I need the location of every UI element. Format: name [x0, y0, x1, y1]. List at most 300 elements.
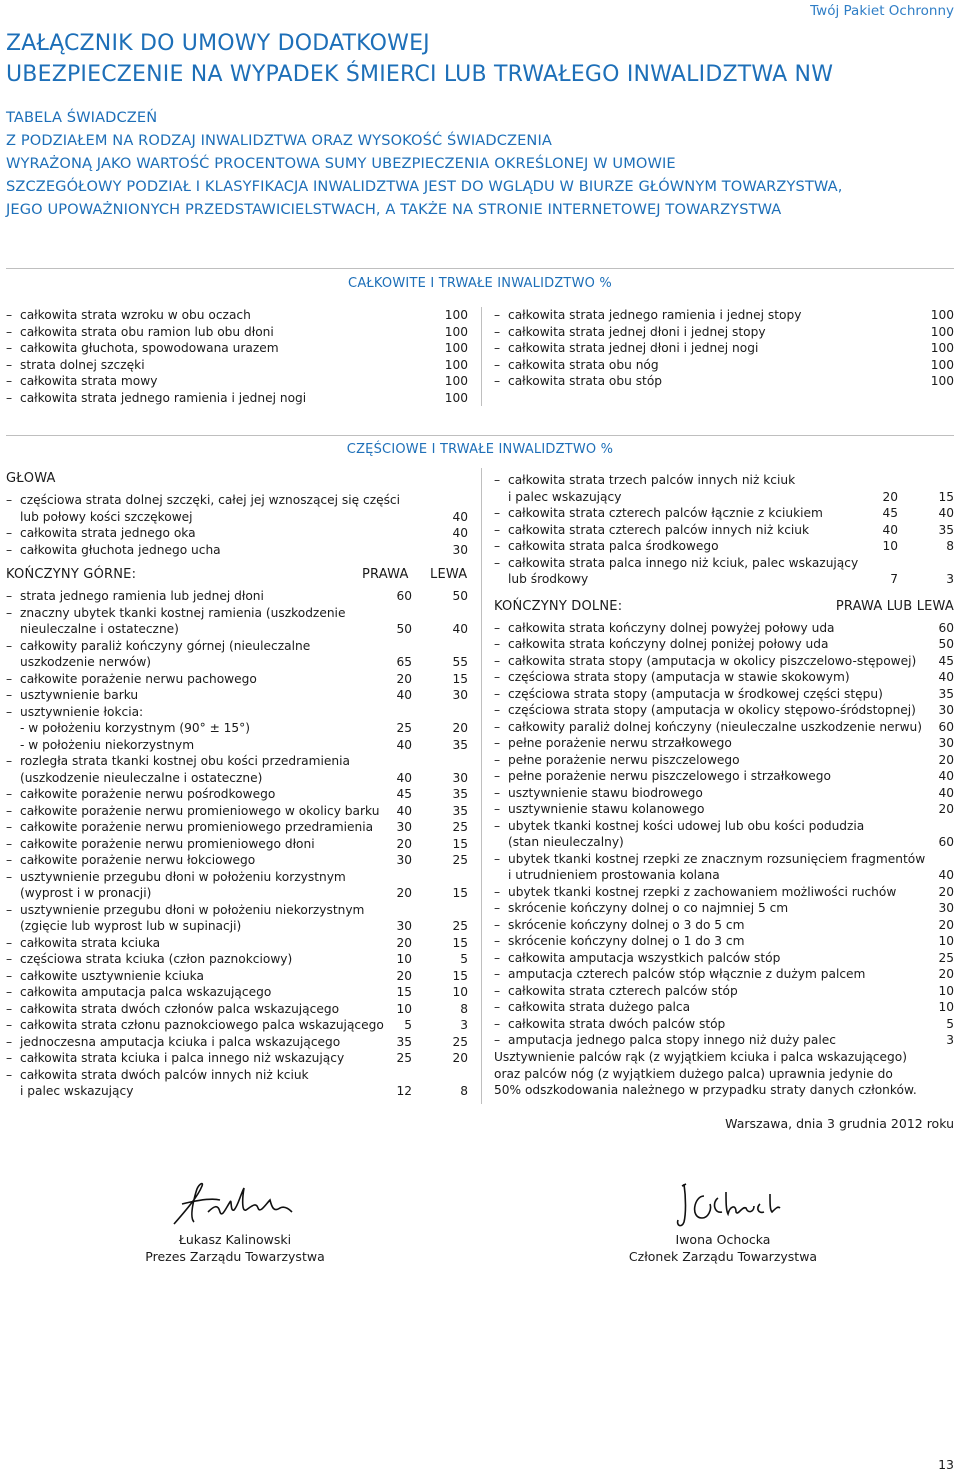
table-row	[494, 571, 954, 588]
row-label: – rozległa strata tkanki kostnej obu kości przedramienia	[20, 754, 350, 768]
signer-2-role: Członek Zarządu Towarzystwa	[628, 1248, 818, 1264]
row-value: 45	[938, 653, 954, 668]
signer-2-name: Iwona Ochocka	[675, 1232, 771, 1247]
table-row	[494, 735, 954, 752]
signer-2	[608, 1232, 838, 1265]
row-value: 10	[938, 983, 954, 998]
partial-right-column	[494, 472, 954, 1049]
row-label: - w położeniu korzystnym (90° ± 15°)	[20, 721, 251, 735]
row-value-left: 35	[938, 522, 954, 537]
row-label: – pełne porażenie nerwu strzałkowego	[508, 736, 732, 750]
row-label: – całkowita strata jednej dłoni i jednej nogi	[508, 341, 759, 355]
table-row	[6, 588, 468, 605]
row-label: nieuleczalne i ostateczne)	[20, 622, 179, 636]
row-value-right: 10	[396, 1001, 412, 1016]
row-label: uszkodzenie nerwów)	[20, 655, 152, 669]
row-label: – całkowita strata trzech palców innych niż kciuk	[508, 473, 796, 487]
table-row	[494, 768, 954, 785]
row-label: (zgięcie lub wyprost lub w supinacji)	[20, 919, 242, 933]
document-subtitle	[6, 106, 842, 221]
column-divider	[481, 468, 482, 1104]
row-label: – całkowite porażenie nerwu pachowego	[20, 671, 257, 686]
table-row	[6, 390, 468, 407]
table-row	[6, 357, 468, 374]
table-row	[494, 950, 954, 967]
head-section-list	[6, 492, 468, 558]
subtitle-line: SZCZEGÓŁOWY PODZIAŁ I KLASYFIKACJA INWALIDZTWA JEST DO WGLĄDU W BIURZE GŁÓWNYM TOWARZYSTWA,	[6, 178, 843, 195]
row-label: – częściowa strata kciuka (człon paznokciowy)	[20, 952, 293, 966]
footnote-line: 50% odszkodowania należnego w przypadku straty danych członków.	[494, 1083, 917, 1097]
row-label: – usztywnienie łokcia:	[20, 704, 144, 719]
table-row	[494, 307, 954, 324]
row-value-right: 40	[396, 803, 412, 818]
row-value-right: 12	[396, 1084, 412, 1098]
row-label: – całkowite porażenie nerwu promieniowego dłoni	[20, 836, 315, 851]
row-label: – całkowita strata kończyny dolnej poniżej połowy uda	[508, 637, 829, 651]
row-label: – całkowita strata obu nóg	[508, 357, 659, 372]
row-label: – całkowita strata jednego oka	[20, 526, 196, 540]
row-value-left: 25	[452, 919, 468, 933]
row-value-left: 30	[452, 688, 468, 702]
row-value-left: 8	[946, 539, 954, 553]
table-row	[6, 1017, 468, 1034]
row-value-left: 8	[460, 1001, 468, 1016]
table-row	[494, 702, 954, 719]
row-label: – całkowita głuchota jednego ucha	[20, 542, 221, 557]
title-line-2: UBEZPIECZENIE NA WYPADEK ŚMIERCI LUB TRWAŁEGO INWALIDZTWA NW	[6, 62, 834, 87]
document-title	[6, 28, 833, 90]
table-row	[494, 373, 954, 390]
footnote-line: Usztywnienie palców rąk (z wyjątkiem kciuka i palca wskazującego)	[494, 1050, 907, 1064]
row-label: – całkowita strata mowy	[20, 374, 158, 388]
row-value-right: 20	[396, 968, 412, 983]
table-row	[494, 686, 954, 703]
table-row	[6, 951, 468, 968]
table-row	[6, 753, 468, 770]
table-row	[6, 671, 468, 688]
lower-limbs-list	[494, 620, 954, 1049]
subtitle-line: WYRAŻONĄ JAKO WARTOŚĆ PROCENTOWA SUMY UBEZPIECZENIA OKREŚLONEJ W UMOWIE	[6, 155, 676, 172]
row-label: – całkowita strata jednej dłoni i jednej stopy	[508, 324, 766, 339]
row-value-right: 25	[396, 721, 412, 735]
row-value: 20	[938, 752, 954, 767]
page-number: 13	[938, 1457, 954, 1472]
table-row	[494, 884, 954, 901]
total-disability-heading: CAŁKOWITE I TRWAŁE INWALIDZTWO %	[348, 276, 612, 291]
row-value-right: 20	[396, 671, 412, 686]
row-label: – skrócenie kończyny dolnej o 3 do 5 cm	[508, 917, 745, 932]
row-value: 20	[938, 802, 954, 816]
table-row	[6, 836, 468, 853]
row-value-right: 45	[882, 506, 898, 520]
table-row	[6, 1001, 468, 1018]
row-value-right: 10	[396, 952, 412, 966]
table-row	[494, 917, 954, 934]
section-divider	[6, 435, 954, 436]
table-row	[6, 1050, 468, 1067]
row-value-left: 5	[460, 952, 468, 966]
table-row	[494, 522, 954, 539]
table-row	[6, 1083, 468, 1100]
row-value: 100	[930, 308, 954, 322]
row-label: – całkowita amputacja palca wskazującego	[20, 985, 272, 999]
table-row	[6, 605, 468, 622]
row-value-left: 35	[452, 803, 468, 818]
table-row	[494, 719, 954, 736]
column-divider	[481, 307, 482, 406]
row-value-left: 25	[452, 853, 468, 867]
table-row	[6, 786, 468, 803]
row-label: – usztywnienie przegubu dłoni w położeniu niekorzystnym	[20, 902, 365, 917]
section-divider	[6, 268, 954, 269]
subtitle-line: TABELA ŚWIADCZEŃ	[6, 109, 158, 126]
table-row	[494, 983, 954, 1000]
row-value: 100	[444, 341, 468, 355]
total-left-list	[6, 307, 468, 406]
row-value: 60	[938, 835, 954, 849]
row-value-left: 15	[452, 886, 468, 900]
row-label: – skrócenie kończyny dolnej o co najmniej 5 cm	[508, 901, 789, 915]
row-value-right: 30	[396, 820, 412, 834]
table-row	[494, 669, 954, 686]
row-label: – całkowita strata palca innego niż kciuk, palec wskazujący	[508, 555, 859, 570]
row-label: – ubytek tkanki kostnej kości udowej lub obu kości podudzia	[508, 818, 865, 833]
col-either-label: PRAWA LUB LEWA	[835, 598, 954, 614]
row-value-right: 25	[396, 1051, 412, 1065]
table-row	[494, 851, 954, 868]
table-row	[6, 340, 468, 357]
table-row	[6, 968, 468, 985]
table-row	[6, 902, 468, 919]
row-value: 40	[938, 670, 954, 684]
row-value: 30	[452, 542, 468, 557]
row-label: – całkowita strata dwóch palców stóp	[508, 1016, 726, 1031]
upper-limbs-title: KOŃCZYNY GÓRNE:	[6, 567, 137, 582]
row-value-right: 30	[396, 853, 412, 867]
row-value-left: 3	[460, 1018, 468, 1032]
table-row	[6, 373, 468, 390]
row-value: 30	[938, 901, 954, 915]
row-value-left: 30	[452, 770, 468, 785]
table-row	[494, 966, 954, 983]
row-label: – ubytek tkanki kostnej rzepki ze znacznym rozsunięciem fragmentów	[508, 851, 926, 866]
row-value-left: 20	[452, 1051, 468, 1065]
row-value-right: 5	[404, 1018, 412, 1032]
lower-limbs-title: KOŃCZYNY DOLNE:	[494, 598, 623, 614]
fingers-list	[494, 472, 954, 588]
row-label: – całkowita strata obu ramion lub obu dłoni	[20, 324, 274, 339]
row-label: – pełne porażenie nerwu piszczelowego	[508, 752, 740, 767]
partial-left-column	[6, 466, 468, 1100]
row-value-right: 40	[882, 522, 898, 537]
table-row	[494, 752, 954, 769]
row-label: – całkowita strata jednego ramienia i jednej nogi	[20, 390, 307, 405]
table-row	[6, 492, 468, 509]
row-label: – usztywnienie stawu kolanowego	[508, 802, 705, 816]
row-value: 20	[938, 917, 954, 932]
row-value: 5	[946, 1016, 954, 1031]
row-value-right: 20	[396, 935, 412, 950]
row-label: – całkowita strata dwóch członów palca wskazującego	[20, 1001, 340, 1016]
row-label: – całkowita strata obu stóp	[508, 374, 663, 388]
signature-2	[674, 1178, 784, 1234]
row-value-right: 30	[396, 919, 412, 933]
row-label: – całkowita strata kończyny dolnej powyżej połowy uda	[508, 620, 835, 635]
row-value-right: 7	[890, 572, 898, 586]
table-row	[6, 525, 468, 542]
row-value-left: 3	[946, 572, 954, 586]
row-value: 100	[444, 324, 468, 339]
row-label: – całkowita strata czterech palców innych niż kciuk	[508, 522, 810, 537]
row-value-left: 25	[452, 820, 468, 834]
row-value: 30	[938, 703, 954, 717]
table-row	[6, 819, 468, 836]
row-label: – pełne porażenie nerwu piszczelowego i strzałkowego	[508, 769, 831, 783]
row-value-right: 15	[396, 985, 412, 999]
row-value: 10	[938, 934, 954, 948]
row-label: – częściowa strata stopy (amputacja w okolicy stępowo-śródstopnej)	[508, 703, 916, 717]
row-value: 40	[938, 769, 954, 783]
row-label: – całkowita strata jednego ramienia i jednej stopy	[508, 308, 802, 322]
table-row	[494, 357, 954, 374]
row-value-left: 15	[452, 935, 468, 950]
row-value: 40	[452, 526, 468, 540]
row-label: – całkowita amputacja wszystkich palców stóp	[508, 950, 781, 965]
row-label: – częściowa strata stopy (amputacja w środkowej części stępu)	[508, 686, 883, 701]
table-row	[6, 324, 468, 341]
table-row	[6, 720, 468, 737]
row-label: - w położeniu niekorzystnym	[20, 737, 195, 752]
table-row	[6, 770, 468, 787]
row-label: – całkowite usztywnienie kciuka	[20, 968, 204, 983]
row-value: 100	[444, 374, 468, 388]
table-row	[6, 509, 468, 526]
row-value-left: 10	[452, 985, 468, 999]
row-value: 50	[938, 637, 954, 651]
table-row	[494, 620, 954, 637]
row-value-left: 50	[452, 589, 468, 603]
table-row	[494, 538, 954, 555]
row-value-right: 65	[396, 655, 412, 669]
table-row	[494, 933, 954, 950]
row-value-left: 40	[452, 622, 468, 636]
table-row	[494, 999, 954, 1016]
row-label: – całkowita strata wzroku w obu oczach	[20, 308, 251, 322]
table-row	[494, 636, 954, 653]
table-row	[6, 984, 468, 1001]
signature-1	[168, 1178, 298, 1230]
row-value-right: 50	[396, 622, 412, 636]
row-label: – całkowita strata czterech palców stóp	[508, 983, 738, 998]
row-label: – usztywnienie stawu biodrowego	[508, 785, 703, 800]
row-label: – strata dolnej szczęki	[20, 357, 145, 372]
row-value-right: 35	[396, 1034, 412, 1049]
row-value-left: 35	[452, 737, 468, 752]
row-value: 60	[938, 620, 954, 635]
row-label: – ubytek tkanki kostnej rzepki z zachowaniem możliwości ruchów	[508, 884, 897, 899]
row-label: (stan nieuleczalny)	[508, 835, 624, 849]
row-label: – całkowita strata dwóch palców innych niż kciuk	[20, 1067, 309, 1082]
table-row	[494, 472, 954, 489]
row-value-left: 20	[452, 721, 468, 735]
table-row	[494, 505, 954, 522]
row-value: 40	[938, 868, 954, 882]
row-value-right: 45	[396, 787, 412, 801]
date-place: Warszawa, dnia 3 grudnia 2012 roku	[725, 1116, 954, 1131]
upper-limbs-list	[6, 588, 468, 1100]
table-row	[6, 654, 468, 671]
row-label: – całkowita strata stopy (amputacja w okolicy piszczelowo-stępowej)	[508, 653, 917, 668]
row-value-right: 40	[396, 737, 412, 752]
row-value: 3	[946, 1033, 954, 1047]
row-label: – całkowity paraliż dolnej kończyny (nieuleczalne uszkodzenie nerwu)	[508, 719, 923, 734]
table-row	[6, 918, 468, 935]
row-value-right: 60	[396, 589, 412, 603]
total-right-list	[494, 307, 954, 390]
table-row	[494, 489, 954, 506]
row-value: 60	[938, 719, 954, 734]
row-label: (uszkodzenie nieuleczalne i ostateczne)	[20, 770, 263, 785]
row-label: lub środkowy	[508, 572, 589, 586]
row-label: i palec wskazujący	[508, 489, 622, 504]
row-value: 20	[938, 967, 954, 981]
table-row	[494, 1032, 954, 1049]
row-value-right: 10	[882, 539, 898, 553]
row-value: 100	[930, 324, 954, 339]
row-label: – usztywnienie barku	[20, 688, 139, 702]
row-value: 100	[444, 308, 468, 322]
row-label: – całkowita strata kciuka i palca innego niż wskazujący	[20, 1051, 345, 1065]
row-label: – całkowita strata dużego palca	[508, 1000, 691, 1014]
table-row	[6, 307, 468, 324]
table-row	[6, 1067, 468, 1084]
row-value: 100	[930, 341, 954, 355]
row-label: – skrócenie kończyny dolnej o 1 do 3 cm	[508, 934, 745, 948]
table-row	[494, 818, 954, 835]
signer-1-name: Łukasz Kalinowski	[178, 1232, 292, 1247]
row-label: lub połowy kości szczękowej	[20, 509, 193, 524]
row-value-right: 20	[882, 489, 898, 504]
row-value: 40	[452, 509, 468, 524]
row-label: – całkowita strata palca środkowego	[508, 539, 719, 553]
signer-1-role: Prezes Zarządu Towarzystwa	[145, 1248, 325, 1264]
table-row	[494, 834, 954, 851]
row-label: – całkowite porażenie nerwu pośrodkowego	[20, 787, 276, 801]
footnote-line: oraz palców nóg (z wyjątkiem dużego palca) uprawnia jedynie do	[494, 1066, 893, 1081]
row-label: – znaczny ubytek tkanki kostnej ramienia (uszkodzenie	[20, 605, 346, 620]
upper-limbs-header	[6, 566, 468, 584]
table-row	[494, 1016, 954, 1033]
table-row	[6, 704, 468, 721]
table-row	[494, 801, 954, 818]
table-row	[6, 852, 468, 869]
col-right-label: PRAWA	[362, 567, 409, 582]
row-value-left: 15	[452, 836, 468, 851]
row-value-left: 15	[938, 489, 954, 504]
table-row	[494, 867, 954, 884]
table-row	[6, 1034, 468, 1051]
subtitle-line: Z PODZIAŁEM NA RODZAJ INWALIDZTWA ORAZ WYSOKOŚĆ ŚWIADCZENIA	[6, 132, 552, 149]
row-value-left: 40	[938, 506, 954, 520]
row-label: – usztywnienie przegubu dłoni w położeniu korzystnym	[20, 869, 346, 884]
signer-1	[120, 1232, 350, 1265]
table-row	[6, 885, 468, 902]
row-value: 20	[938, 884, 954, 899]
row-value-left: 15	[452, 968, 468, 983]
row-value-left: 15	[452, 671, 468, 686]
row-value: 25	[938, 950, 954, 965]
row-value: 100	[444, 390, 468, 405]
row-value-left: 25	[452, 1034, 468, 1049]
brand-label: Twój Pakiet Ochronny	[810, 3, 954, 19]
table-row	[6, 869, 468, 886]
row-label: – amputacja jednego palca stopy innego niż duży palec	[508, 1033, 836, 1047]
partial-disability-heading: CZĘŚCIOWE I TRWAŁE INWALIDZTWO %	[346, 442, 614, 457]
table-row	[494, 900, 954, 917]
row-label: – całkowita strata kciuka	[20, 935, 161, 950]
row-value-right: 40	[396, 688, 412, 702]
row-label: – częściowa strata stopy (amputacja w stawie skokowym)	[508, 670, 850, 684]
row-value-right: 20	[396, 886, 412, 900]
table-row	[494, 324, 954, 341]
row-value: 35	[938, 686, 954, 701]
row-value: 40	[938, 785, 954, 800]
table-row	[6, 687, 468, 704]
row-value: 10	[938, 1000, 954, 1014]
table-row	[6, 803, 468, 820]
table-row	[6, 638, 468, 655]
table-row	[494, 340, 954, 357]
row-value-right: 20	[396, 836, 412, 851]
table-row	[494, 653, 954, 670]
table-row	[6, 737, 468, 754]
row-label: – częściowa strata dolnej szczęki, całej jej wznoszącej się części	[20, 493, 401, 507]
row-label: – strata jednego ramienia lub jednej dłoni	[20, 589, 264, 603]
row-value: 100	[444, 357, 468, 372]
table-row	[494, 555, 954, 572]
row-value: 100	[930, 374, 954, 388]
row-value-left: 55	[452, 655, 468, 669]
table-row	[6, 621, 468, 638]
subtitle-line: JEGO UPOWAŻNIONYCH PRZEDSTAWICIELSTWACH, A TAKŻE NA STRONIE INTERNETOWEJ TOWARZYSTWA	[6, 201, 782, 218]
table-row	[494, 785, 954, 802]
row-value-right: 40	[396, 770, 412, 785]
table-row	[6, 935, 468, 952]
row-label: – całkowita strata członu paznokciowego palca wskazującego	[20, 1018, 384, 1032]
title-line-1: ZAŁĄCZNIK DO UMOWY DODATKOWEJ	[6, 31, 430, 56]
row-value: 30	[938, 736, 954, 750]
row-value: 100	[930, 357, 954, 372]
row-label: i palec wskazujący	[20, 1084, 134, 1098]
row-label: (wyprost i w pronacji)	[20, 886, 152, 900]
row-label: i utrudnieniem prostowania kolana	[508, 868, 720, 882]
row-label: – całkowity paraliż kończyny górnej (nieuleczalne	[20, 638, 311, 653]
row-label: – całkowite porażenie nerwu promieniowego przedramienia	[20, 820, 374, 834]
row-label: – całkowita głuchota, spowodowana urazem	[20, 341, 279, 355]
row-value-left: 8	[460, 1084, 468, 1098]
row-label: – całkowite porażenie nerwu promieniowego w okolicy barku	[20, 803, 380, 818]
row-label: – całkowite porażenie nerwu łokciowego	[20, 853, 256, 867]
row-value-left: 35	[452, 787, 468, 801]
table-row	[6, 542, 468, 559]
row-label: – amputacja czterech palców stóp włącznie z dużym palcem	[508, 967, 866, 981]
row-label: – jednoczesna amputacja kciuka i palca wskazującego	[20, 1034, 341, 1049]
row-label: – całkowita strata czterech palców łącznie z kciukiem	[508, 506, 823, 520]
lower-limbs-header	[494, 598, 954, 616]
col-left-label: LEWA	[430, 567, 468, 582]
footnote	[494, 1049, 917, 1099]
head-section-title: GŁOWA	[6, 471, 56, 486]
